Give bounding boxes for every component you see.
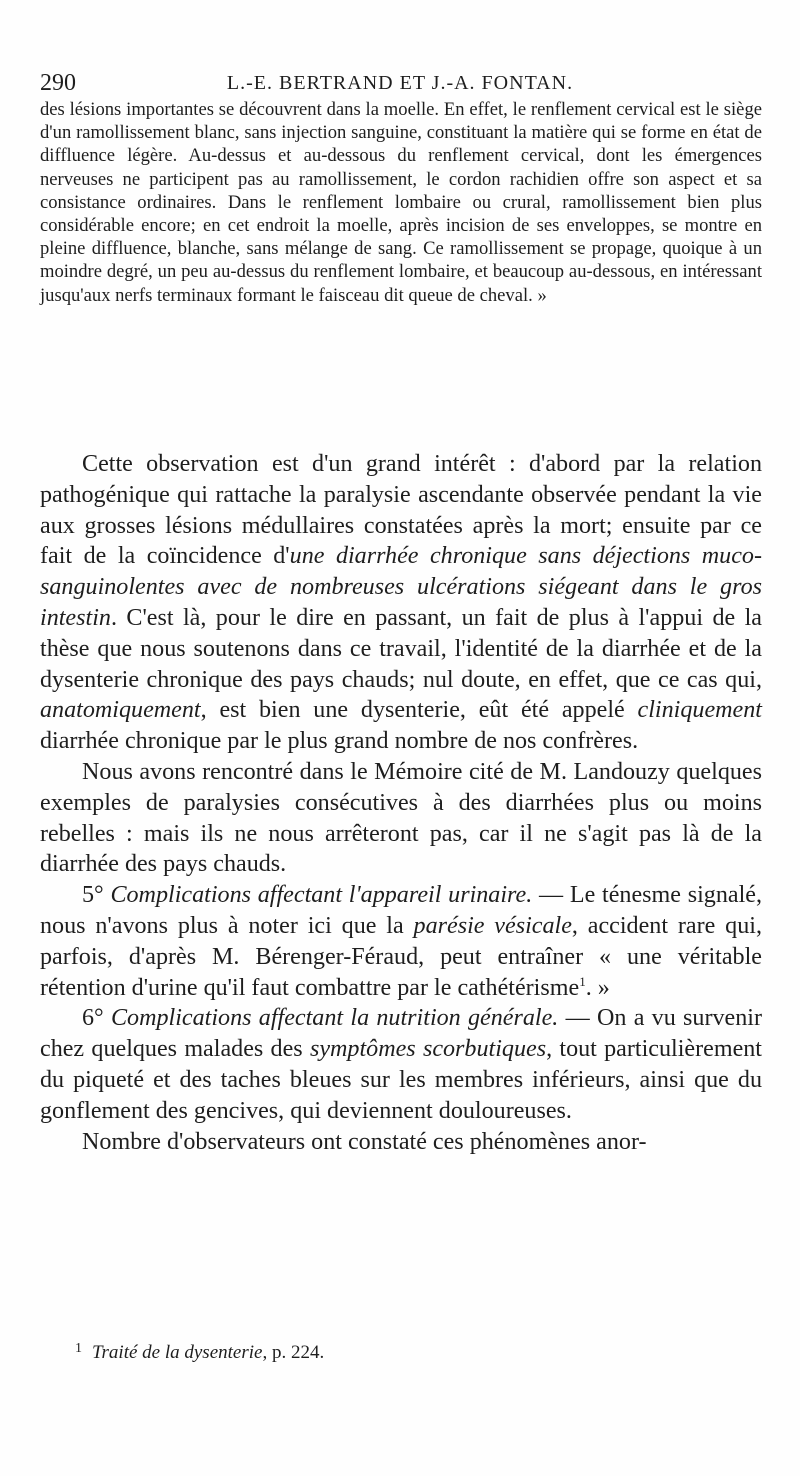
text-run: — Le ténesme signalé, nous n'avons plus à noter ici que la	[40, 882, 762, 939]
quoted-observation: des lésions importantes se découvrent dans la moelle. En effet, le renflement cervical est le siège d'un ramollissement blanc, sans injection sanguine, constituant la matière qui se forme en état de diffluence légère. Au-dessus et au-dessous du renflement cervical, dont les émergences nerveuses ne participent pas au ramollissement, le cordon rachidien offre son aspect et sa consistance ordinaires. Dans le renflement lombaire ou crural, ramollissement bien plus considérable encore; en cet endroit la moelle, après incision de ses enveloppes, se montre en pleine diffluence, blanche, sans mélange de sang. Ce ramollissement se propage, quoique à un moindre degré, un peu au-dessus du renflement lombaire, et beaucoup au-dessous, en intéressant jusqu'aux nerfs terminaux formant le faisceau dit queue de cheval. »	[40, 99, 762, 306]
footnote-title: Traité de la dysenterie	[92, 1342, 263, 1363]
footnote	[75, 1341, 765, 1364]
section-heading: Complications affectant la nutrition générale.	[110, 1005, 559, 1032]
section-heading: Complications affectant l'appareil urinaire.	[110, 882, 533, 909]
text-run: — On a vu survenir chez quelques malades des	[40, 1005, 762, 1063]
footnote-page: , p. 224.	[262, 1342, 325, 1363]
paragraph-observers: Nombre d'observateurs ont constaté ces phénomènes anor-	[82, 1128, 647, 1155]
footnote-reference: 1	[579, 973, 586, 989]
footnote-mark: 1	[75, 1341, 82, 1356]
italic-text: parésie vésicale	[413, 912, 572, 939]
paragraph-observation-interest	[40, 449, 762, 757]
italic-text: une diarrhée chronique sans déjections muco-sanguinolentes avec de nombreuses ulcérations siégeant dans le gros intestin	[40, 543, 762, 631]
text-run: , tout particulièrement du piqueté et des taches bleues sur les membres inférieurs, ainsi que du gonflement des gencives, qui deviennent douloureuses.	[40, 1036, 762, 1124]
italic-text: symptômes scorbutiques	[309, 1036, 547, 1063]
paragraph-landouzy: Nous avons rencontré dans le Mémoire cité de M. Landouzy quelques exemples de paralysies consécutives à des diarrhées plus ou moins rebelles : mais ils ne nous arrêteront pas, car il ne s'agit pas là de la diarrhée des pays chauds.	[40, 758, 762, 878]
page-number: 290	[40, 70, 76, 96]
italic-text: anatomiquement	[40, 697, 201, 724]
page-header	[40, 70, 760, 100]
text-run: . »	[585, 974, 610, 1001]
italic-text: cliniquement	[637, 697, 762, 724]
running-title: L.-E. BERTRAND ET J.-A. FONTAN.	[226, 72, 574, 94]
section-number: 5°	[82, 882, 111, 909]
section-number: 6°	[82, 1005, 111, 1032]
text-run: diarrhée chronique par le plus grand nombre de nos confrères.	[40, 728, 639, 755]
paragraph-urinary-complications	[40, 880, 762, 1003]
main-text	[40, 449, 762, 1157]
text-run: Cette observation est d'un grand intérêt : d'abord par la relation pathogénique qui rattache la paralysie ascendante observée pendant la vie aux grosses lésions médullaires constatées après la mort; ensuite par ce fait de la coïncidence d'	[40, 451, 762, 570]
text-run: , accident rare qui, parfois, d'après M. Bérenger-Féraud, peut entraîner « une véritable rétention d'urine qu'il faut combattre par le cathétérisme	[40, 912, 762, 1001]
paragraph-nutrition-complications	[40, 1003, 762, 1126]
text-run: . C'est là, pour le dire en passant, un fait de plus à l'appui de la thèse que nous soutenons dans ce travail, l'identité de la diarrhée et de la dysenterie chronique des pays chauds; nul doute, en effet, que ce cas qui,	[40, 604, 762, 693]
text-run: , est bien une dysenterie, eût été appelé	[200, 697, 638, 724]
